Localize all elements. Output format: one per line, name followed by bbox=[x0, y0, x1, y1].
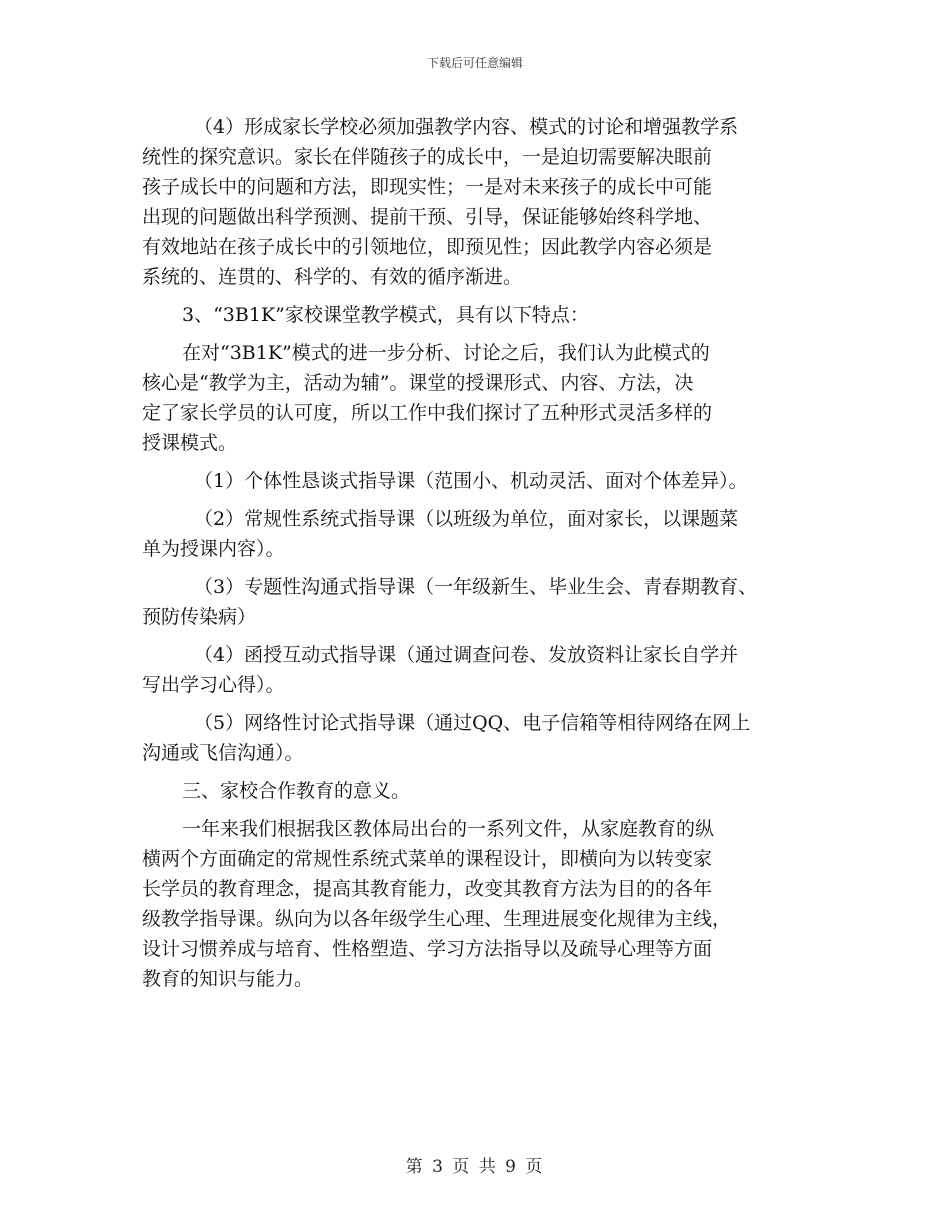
list-item-2-line-2: 单为授课内容）。 bbox=[142, 538, 285, 560]
paragraph-3b1k-line-3: 定了家长学员的认可度，所以工作中我们探讨了五种形式灵活多样的 bbox=[142, 402, 713, 424]
paragraph-significance-line-6: 教育的知识与能力。 bbox=[142, 968, 314, 990]
list-item-1: （1）个体性恳谈式指导课（范围小、机动灵活、面对个体差异）。 bbox=[194, 470, 748, 492]
page-number-footer: 第 3 页 共 9 页 bbox=[405, 1157, 545, 1177]
document-content bbox=[142, 112, 832, 994]
paragraph-3b1k-line-4: 授课模式。 bbox=[142, 432, 238, 454]
paragraph-3b1k-line-2: 核心是“教学为主，活动为辅”。课堂的授课形式、内容、方法，决 bbox=[142, 372, 694, 394]
list-item-4-line-2: 写出学习心得）。 bbox=[142, 674, 285, 696]
paragraph-significance-line-2: 横两个方面确定的常规性系统式菜单的课程设计，即横向为以转变家 bbox=[142, 848, 713, 870]
list-item-2-line-1: （2）常规性系统式指导课（以班级为单位，面对家长，以课题菜 bbox=[194, 508, 739, 530]
paragraph-significance-line-1: 一年来我们根据我区教体局出台的一系列文件，从家庭教育的纵 bbox=[182, 818, 715, 840]
section-heading-3b1k: 3、“3B1K”家校课堂教学模式，具有以下特点： bbox=[182, 304, 589, 326]
paragraph-item-4-line-2: 统性的探究意识。家长在伴随孩子的成长中，一是迫切需要解决眼前 bbox=[142, 146, 713, 168]
paragraph-significance-line-3: 长学员的教育理念，提高其教育能力，改变其教育方法为目的的各年 bbox=[142, 878, 713, 900]
paragraph-item-4-line-1: （4）形成家长学校必须加强教学内容、模式的讨论和增强教学系 bbox=[194, 116, 739, 138]
list-item-3-line-2: 预防传染病） bbox=[142, 606, 257, 628]
paragraph-item-4-line-3: 孩子成长中的问题和方法，即现实性；一是对未来孩子的成长中可能 bbox=[142, 176, 713, 198]
paragraph-item-4-line-4: 出现的问题做出科学预测、提前干预、引导，保证能够始终科学地、 bbox=[142, 206, 713, 228]
paragraph-item-4-line-6: 系统的、连贯的、科学的、有效的循序渐进。 bbox=[142, 266, 523, 288]
paragraph-item-4-line-5: 有效地站在孩子成长中的引领地位，即预见性；因此教学内容必须是 bbox=[142, 236, 713, 258]
list-item-5-line-1: （5）网络性讨论式指导课（通过QQ、电子信箱等相待网络在网上 bbox=[194, 712, 751, 734]
list-item-3-line-1: （3）专题性沟通式指导课（一年级新生、毕业生会、青春期教育、 bbox=[194, 576, 758, 598]
page-header: 下载后可任意编辑 bbox=[426, 56, 523, 70]
list-item-4-line-1: （4）函授互动式指导课（通过调查问卷、发放资料让家长自学并 bbox=[194, 644, 739, 666]
paragraph-3b1k-line-1: 在对“3B1K”模式的进一步分析、讨论之后，我们认为此模式的 bbox=[182, 342, 710, 364]
paragraph-significance-line-4: 级教学指导课。纵向为以各年级学生心理、生理进展变化规律为主线， bbox=[142, 908, 732, 930]
paragraph-significance-line-5: 设计习惯养成与培育、性格塑造、学习方法指导以及疏导心理等方面 bbox=[142, 938, 713, 960]
list-item-5-line-2: 沟通或飞信沟通）。 bbox=[142, 742, 304, 764]
section-heading-significance: 三、家校合作教育的意义。 bbox=[182, 780, 411, 802]
